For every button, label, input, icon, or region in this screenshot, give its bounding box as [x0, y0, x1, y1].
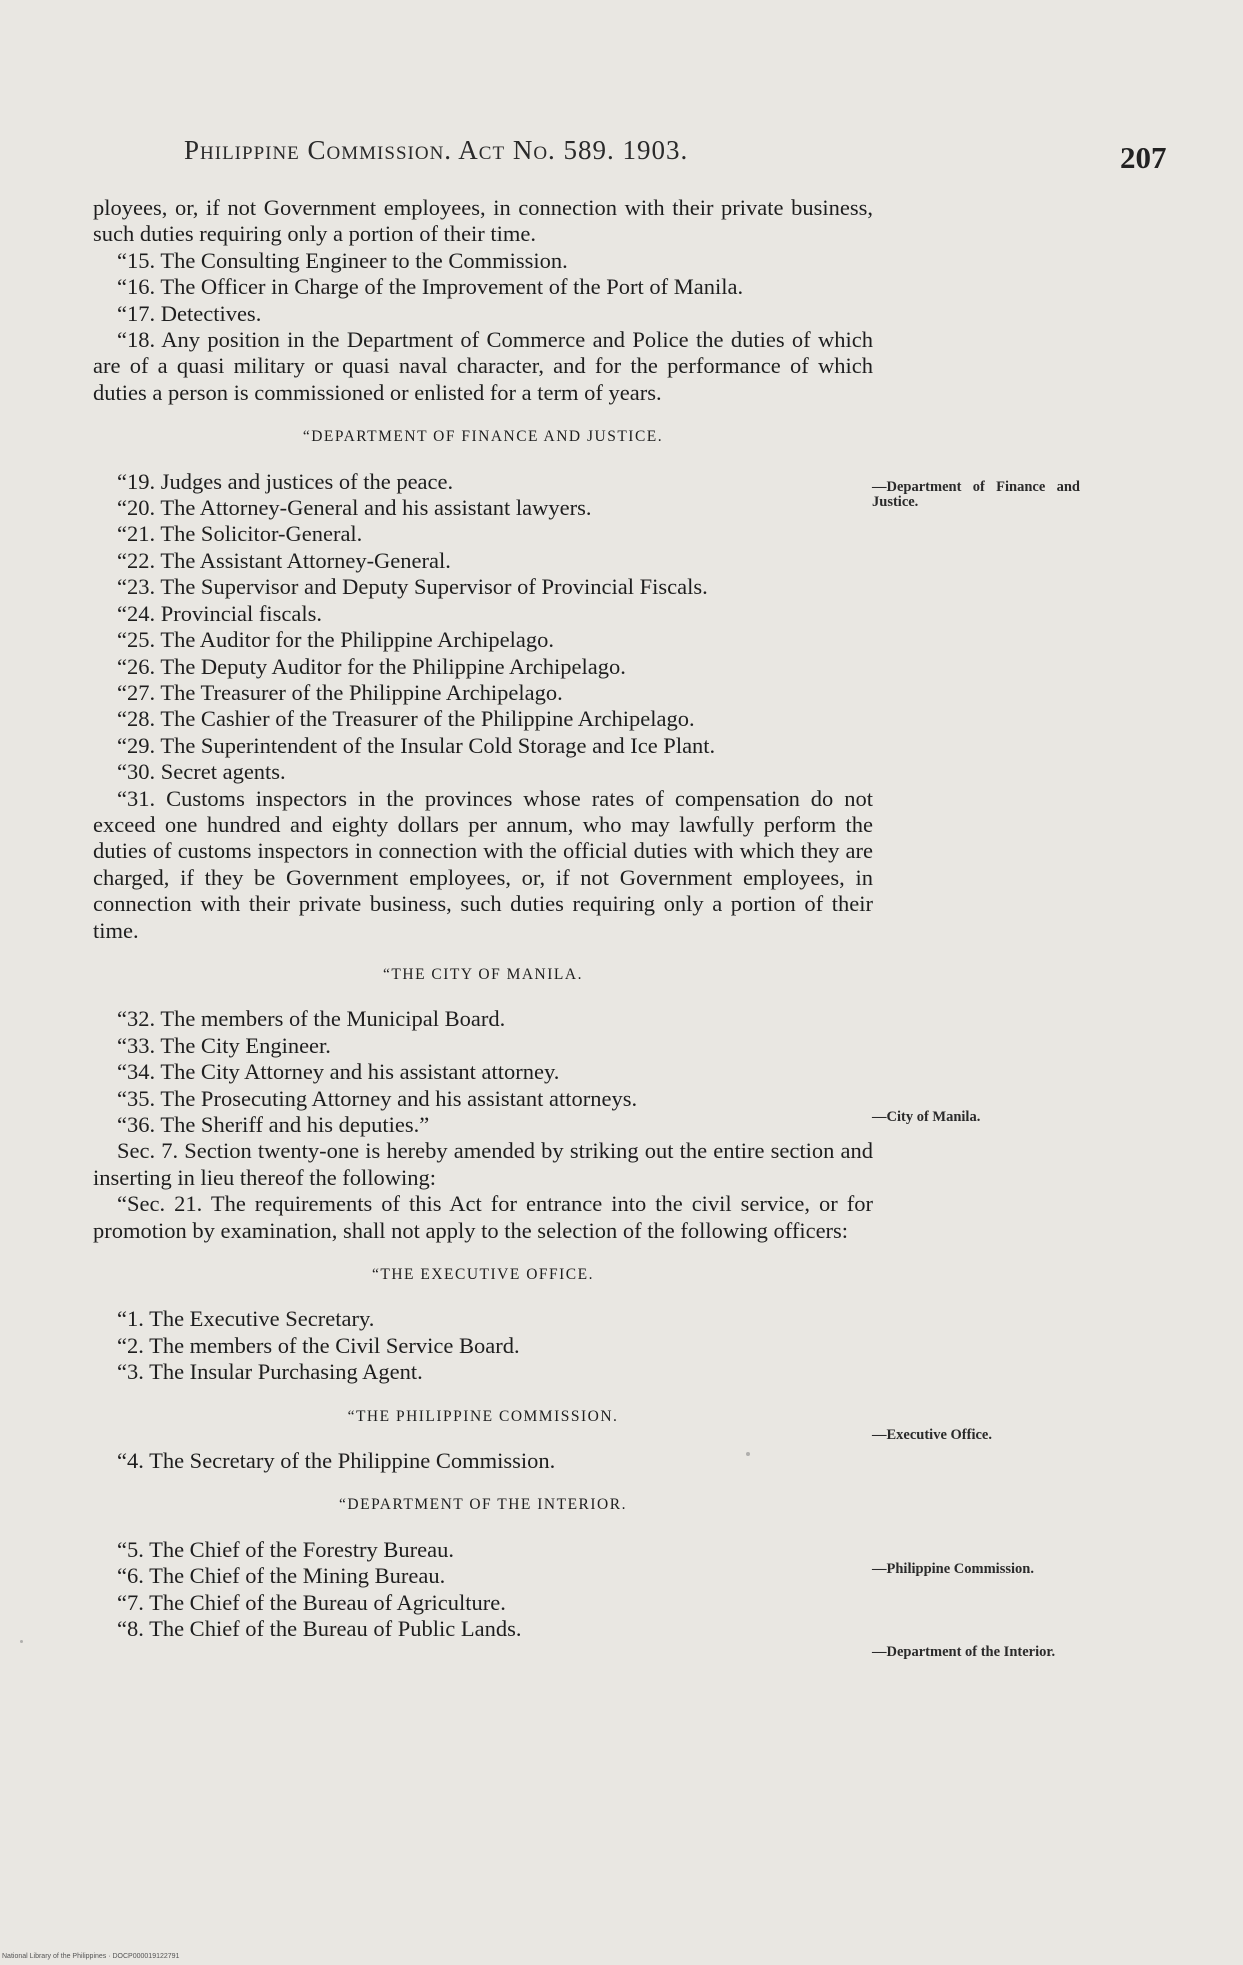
running-header: Philippine Commission. Act No. 589. 1903. [184, 135, 689, 165]
list-item: “25. The Auditor for the Philippine Archipelago. [117, 627, 555, 653]
list-item: “31. Customs inspectors in the provinces whose rates of compensation do not exceed one hundred and eighty dollars per annum, who may lawfully perform the duties of customs inspectors in connection with the official duties with which they are charged, if they be Government employees, or, if not Government employees, in connection with their private business, such duties requiring only a portion of their time. [93, 785, 873, 943]
sidenote-commission: —Philippine Commission. [872, 1561, 1034, 1577]
list-item: “18. Any position in the Department of Commerce and Police the duties of which are of a quasi military or quasi naval character, and for the performance of which duties a person is commissioned or enlisted for a term of years. [93, 327, 873, 405]
list-item: “8. The Chief of the Bureau of Public Lands. [117, 1616, 522, 1642]
list-item: “23. The Supervisor and Deputy Supervisor of Provincial Fiscals. [117, 574, 708, 600]
list-item: “33. The City Engineer. [117, 1032, 331, 1058]
page-number: 207 [1120, 140, 1167, 175]
list-item: “1. The Executive Secretary. [117, 1306, 375, 1332]
list-item: “19. Judges and justices of the peace. [117, 468, 454, 494]
section-heading-commission: “THE PHILIPPINE COMMISSION. [347, 1407, 619, 1425]
sidenote-finance: —Department of Finance and Justice. [872, 479, 1080, 510]
list-item: “2. The members of the Civil Service Board. [117, 1332, 520, 1358]
sidenote-executive: —Executive Office. [872, 1427, 992, 1443]
section-heading-interior: “DEPARTMENT OF THE INTERIOR. [339, 1496, 627, 1514]
scan-speck [20, 1640, 23, 1643]
list-item: “34. The City Attorney and his assistant attorney. [117, 1059, 560, 1085]
scan-speck [746, 1452, 750, 1456]
list-item: “16. The Officer in Charge of the Improvement of the Port of Manila. [117, 274, 744, 300]
list-item: “3. The Insular Purchasing Agent. [117, 1359, 423, 1385]
list-item: “24. Provincial fiscals. [117, 600, 322, 626]
list-item: “32. The members of the Municipal Board. [117, 1006, 506, 1032]
list-item: “21. The Solicitor-General. [117, 521, 363, 547]
list-item: “27. The Treasurer of the Philippine Archipelago. [117, 679, 563, 705]
list-item: “29. The Superintendent of the Insular Cold Storage and Ice Plant. [117, 732, 716, 758]
paragraph: ployees, or, if not Government employees, in connection with their private business, such duties requiring only a portion of their time. [93, 195, 873, 247]
scan-credit: National Library of the Philippines · DOCP000019122791 [2, 1953, 180, 1960]
section-heading-executive: “THE EXECUTIVE OFFICE. [372, 1266, 594, 1284]
list-item: “22. The Assistant Attorney-General. [117, 547, 451, 573]
sidenote-manila: —City of Manila. [872, 1109, 981, 1125]
list-item: “30. Secret agents. [117, 759, 286, 785]
list-item: “35. The Prosecuting Attorney and his assistant attorneys. [117, 1085, 638, 1111]
list-item: “17. Detectives. [117, 300, 262, 326]
list-item: “28. The Cashier of the Treasurer of the Philippine Archipelago. [117, 706, 695, 732]
section-paragraph: “Sec. 21. The requirements of this Act for entrance into the civil service, or for promotion by examination, shall not apply to the selection of the following officers: [93, 1191, 873, 1243]
list-item: “7. The Chief of the Bureau of Agriculture. [117, 1589, 506, 1615]
list-item: “26. The Deputy Auditor for the Philippine Archipelago. [117, 653, 626, 679]
list-item: “5. The Chief of the Forestry Bureau. [117, 1536, 454, 1562]
body-text [93, 195, 873, 1643]
list-item: “6. The Chief of the Mining Bureau. [117, 1563, 446, 1589]
list-item: “4. The Secretary of the Philippine Commission. [117, 1448, 556, 1474]
list-item: “20. The Attorney-General and his assistant lawyers. [117, 495, 592, 521]
list-item: “36. The Sheriff and his deputies.” [117, 1112, 430, 1137]
sidenote-interior: —Department of the Interior. [872, 1644, 1056, 1660]
section-heading-manila: “THE CITY OF MANILA. [383, 965, 583, 983]
list-item: “15. The Consulting Engineer to the Commission. [117, 247, 568, 273]
section-heading-finance: “DEPARTMENT OF FINANCE AND JUSTICE. [302, 428, 664, 446]
section-paragraph: Sec. 7. Section twenty-one is hereby amended by striking out the entire section and inserting in lieu thereof the following: [93, 1138, 873, 1190]
